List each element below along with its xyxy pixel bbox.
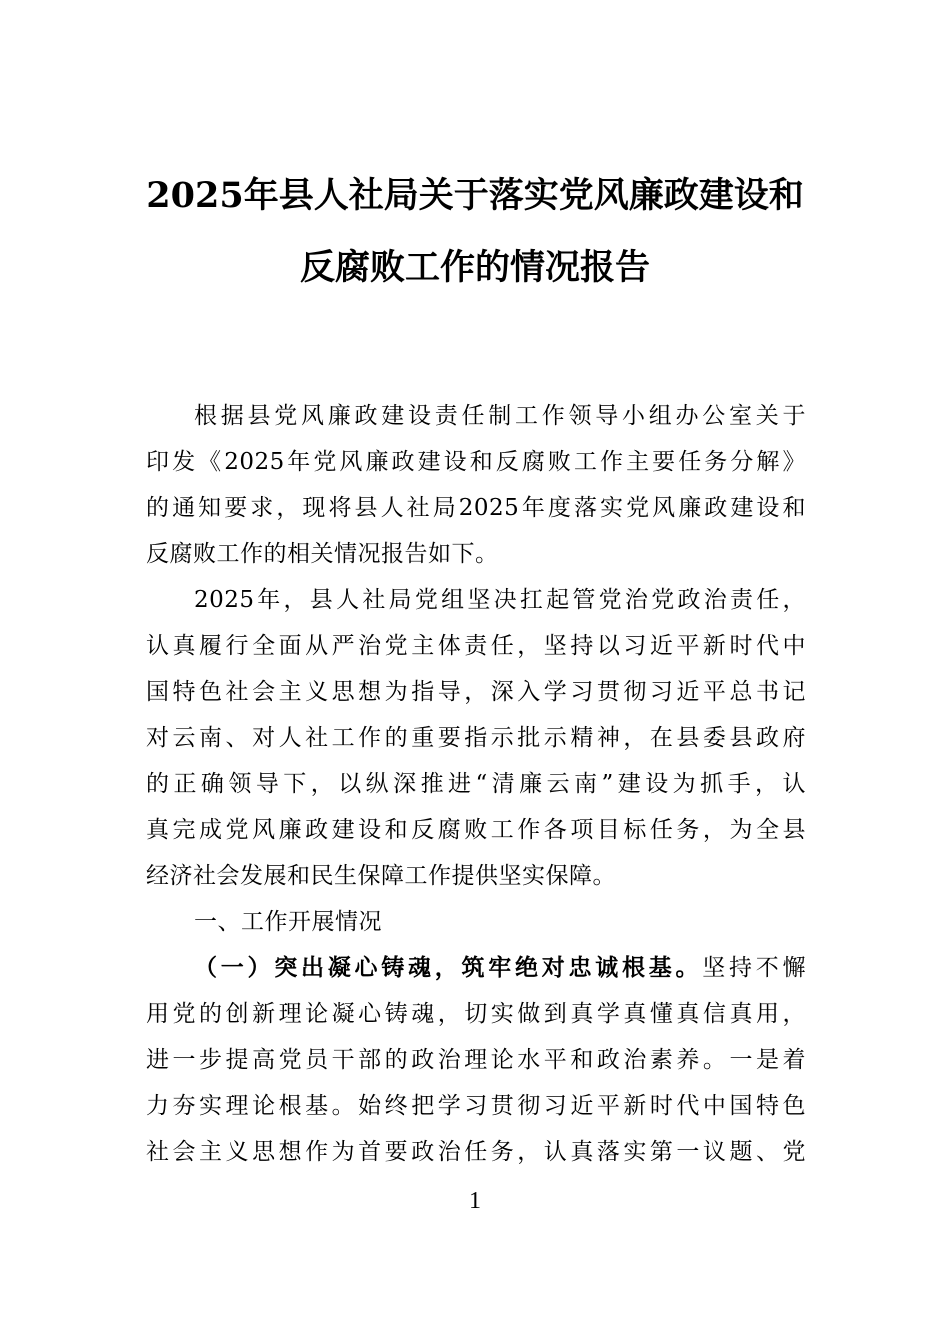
report-title [120, 160, 830, 304]
title-line-2: 反腐败工作的情况报告 [299, 247, 650, 288]
paragraph-2-line: 真完成党风廉政建设和反腐败工作各项目标任务，为全县 [146, 817, 806, 843]
page-number: 1 [469, 1188, 481, 1214]
paragraph-2-line: 对云南、对人社工作的重要指示批示精神，在县委县政府 [146, 725, 806, 751]
section-1-heading: 一、工作开展情况 [194, 909, 382, 935]
subsection-1-heading: （一）突出凝心铸魂，筑牢绝对忠诚根基。 [194, 954, 703, 981]
title-line-1: 2025年县人社局关于落实党风廉政建设和 [146, 175, 804, 216]
paragraph-3-line: 进一步提高党员干部的政治理论水平和政治素养。一是着 [146, 1047, 806, 1073]
subsection-1-line [146, 945, 806, 991]
paragraph-2-line: 2025年，县人社局党组坚决扛起管党治党政治责任， [194, 587, 806, 613]
paragraph-2-line: 的正确领导下，以纵深推进“清廉云南”建设为抓手，认 [146, 771, 806, 797]
paragraph-3-line: 力夯实理论根基。始终把学习贯彻习近平新时代中国特色 [146, 1093, 806, 1119]
paragraph-3-line: 社会主义思想作为首要政治任务，认真落实第一议题、党 [146, 1139, 806, 1165]
paragraph-1-line: 根据县党风廉政建设责任制工作领导小组办公室关于 [194, 403, 806, 429]
paragraph-3-line: 用党的创新理论凝心铸魂，切实做到真学真懂真信真用， [146, 1001, 806, 1027]
paragraph-2-line: 认真履行全面从严治党主体责任，坚持以习近平新时代中 [146, 633, 806, 659]
paragraph-3-lead: 坚持不懈 [702, 955, 806, 981]
paragraph-2-line: 国特色社会主义思想为指导，深入学习贯彻习近平总书记 [146, 679, 806, 705]
paragraph-1-line: 的通知要求，现将县人社局2025年度落实党风廉政建设和 [146, 495, 806, 521]
paragraph-1-line: 反腐败工作的相关情况报告如下。 [146, 541, 499, 567]
report-body [146, 393, 806, 1175]
paragraph-2-line: 经济社会发展和民生保障工作提供坚实保障。 [146, 863, 616, 889]
paragraph-1-line: 印发《2025年党风廉政建设和反腐败工作主要任务分解》 [146, 449, 806, 475]
